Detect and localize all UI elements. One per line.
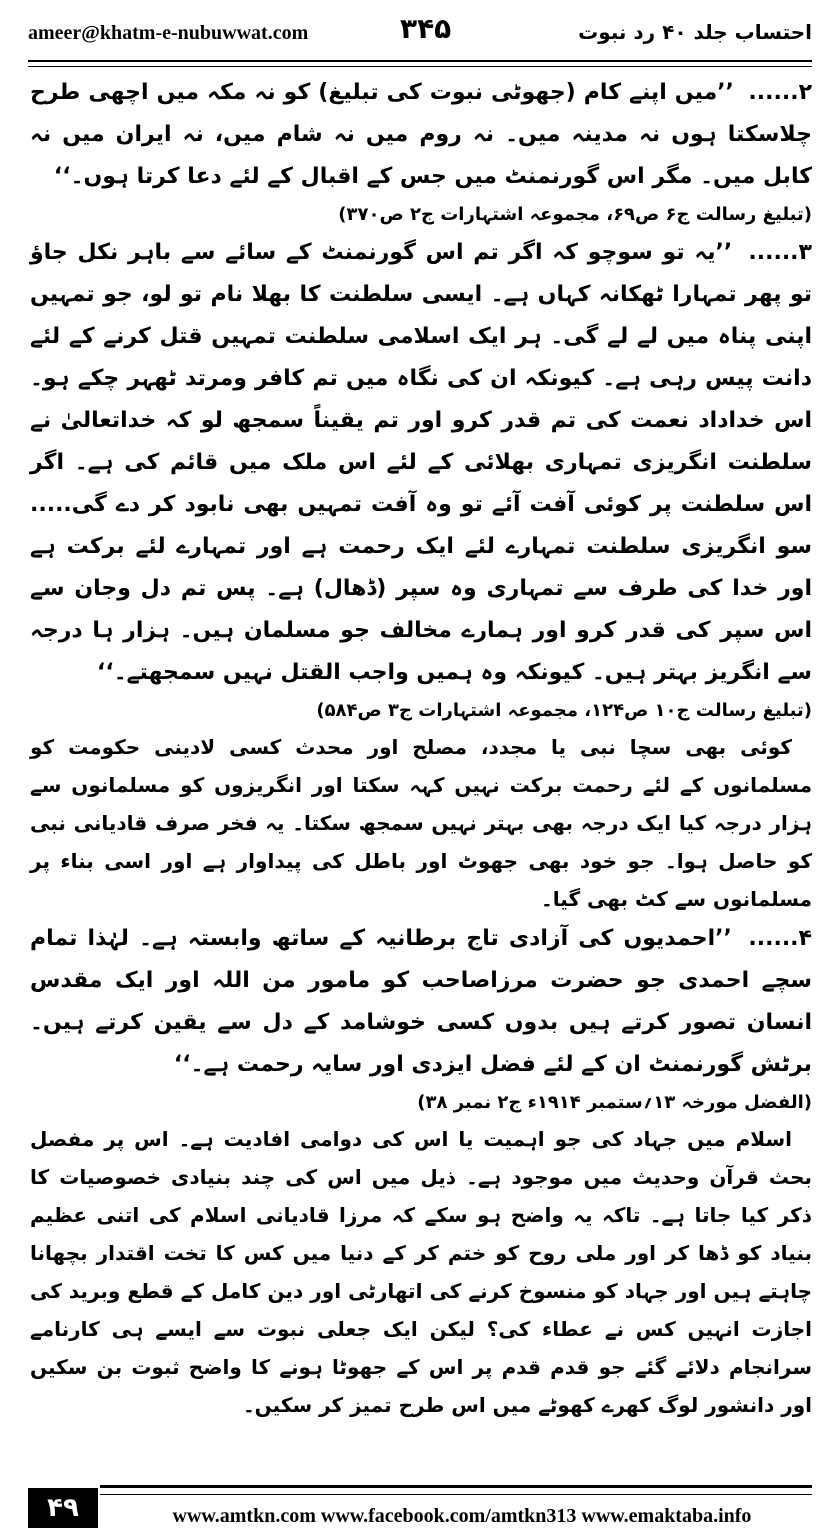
quote-4-reference: (الفضل مورخہ ۱۳؍ستمبر ۱۹۱۴ء ج۲ نمبر ۳۸) <box>417 1092 812 1113</box>
footer-rule <box>100 1485 812 1488</box>
commentary-2: اسلام میں جہاد کی جو اہمیت یا اس کی دوامی افادیت ہے۔ اس پر مفصل بحث قرآن وحدیث میں موجود ہے۔ ذیل میں اس کی چند بنیادی خصوصیات کا ذکر کیا جاتا ہے۔ تاکہ یہ واضح ہو سکے کہ مرزا قادیانی اسلام کی اتنی عظیم بنیاد کو ڈھا کر اور ملی روح کو ختم کر کے دنیا میں کس کا تخت اقتدار بچھانا چاہتے ہیں اور جہاد کو منسوخ کرنے کی اتھارٹی اور دین کامل کے قطع وبرید کی اجازت انہیں کس نے عطاء کی؟ لیکن ایک جعلی نبوت سے ایسے ہی کارنامے سرانجام دلائے گئے جو قدم قدم پر اس کے جھوٹا ہونے کا واضح ثبوت بن سکیں اور دانشور لوگ کھرے کھوٹے میں اس طرح تمیز کر سکیں۔ <box>30 1127 812 1417</box>
quote-4-text: ’’احمدیوں کی آزادی تاج برطانیہ کے ساتھ وابستہ ہے۔ لہٰذا تمام سچے احمدی جو حضرت مرزاصاحب کو مامور من اللہ اور ایک مقدس انسان تصور کرتے ہیں بدوں کسی خوشامد کے دل سے یقین کرتے ہیں۔ برٹش گورنمنٹ ان کے لئے فضل ایزدی اور سایہ رحمت ہے۔‘‘ <box>30 926 812 1077</box>
commentary-1: کوئی بھی سچا نبی یا مجدد، مصلح اور محدث کسی لادینی حکومت کو مسلمانوں کے لئے رحمت برکت نہیں کہہ سکتا اور انگریزوں کو مسلمانوں سے ہزار درجہ کیا ایک درجہ بھی بہتر نہیں سمجھ سکتا۔ یہ فخر صرف قادیانی نبی کو حاصل ہوا۔ جو خود بھی جھوٹ اور باطل کی پیداوار ہے اور اسی بناء پر مسلمانوں سے کٹ بھی گیا۔ <box>30 735 812 911</box>
quote-3 <box>30 232 812 694</box>
page-number-top: ۳۴۵ <box>400 12 452 45</box>
quote-2-number: ۲...... <box>748 80 812 105</box>
email-address: ameer@khatm-e-nubuwwat.com <box>28 22 309 44</box>
quote-2-reference: (تبلیغ رسالت ج۶ ص۶۹، مجموعہ اشتہارات ج۲ ص۳۷۰) <box>338 204 812 225</box>
page-number-bottom: ۴۹ <box>28 1488 98 1528</box>
quote-2 <box>30 72 812 198</box>
quote-4 <box>30 918 812 1086</box>
footer-rule-thin <box>100 1494 812 1495</box>
running-title: احتساب جلد ۴۰ رد نبوت <box>578 20 812 44</box>
header-rule <box>28 60 812 62</box>
quote-3-number: ۳...... <box>748 240 812 265</box>
quote-4-number: ۴...... <box>748 926 812 951</box>
page-header <box>28 8 812 56</box>
quote-3-reference: (تبلیغ رسالت ج۱۰ ص۱۲۴، مجموعہ اشتہارات ج۳ ص۵۸۴) <box>316 700 812 721</box>
quote-3-text: ’’یہ تو سوچو کہ اگر تم اس گورنمنٹ کے سائے سے باہر نکل جاؤ تو پھر تمہارا ٹھکانہ کہاں ہے۔ ایسی سلطنت کا بھلا نام تو لو، جو تمہیں اپنی پناہ میں لے لے گی۔ ہر ایک اسلامی سلطنت تمہیں قتل کرنے کے لئے دانت پیس رہی ہے۔ کیونکہ ان کی نگاہ میں تم کافر ومرتد ٹھہر چکے ہو۔ اس خداداد نعمت کی تم قدر کرو اور تم یقیناً سمجھ لو کہ خداتعالیٰ نے سلطنت انگریزی تمہاری بھلائی کے لئے اس ملک میں قائم کی ہے۔ اگر اس سلطنت پر کوئی آفت آئے تو وہ آفت تمہیں بھی نابود کر دے گی..... سو انگریزی سلطنت تمہارے لئے ایک رحمت ہے اور تمہارے لئے برکت ہے اور خدا کی طرف سے تمہاری وہ سپر (ڈھال) ہے۔ پس تم دل وجان سے اس سپر کی قدر کرو اور ہمارے مخالف جو مسلمان ہیں۔ ہزار ہا درجہ سے انگریز بہتر ہیں۔ کیونکہ وہ ہمیں واجب القتل نہیں سمجھتے۔‘‘ <box>30 240 812 685</box>
page-body <box>30 72 812 1474</box>
footer-links: www.amtkn.com www.facebook.com/amtkn313 www.emaktaba.info <box>172 1505 752 1527</box>
header-rule-thin <box>28 66 812 67</box>
quote-2-text: ’’میں اپنے کام (جھوٹی نبوت کی تبلیغ) کو نہ مکہ میں اچھی طرح چلاسکتا ہوں نہ مدینہ میں۔ نہ روم میں نہ شام میں، نہ ایران میں نہ کابل میں۔ مگر اس گورنمنٹ میں جس کے اقبال کے لئے دعا کرتا ہوں۔‘‘ <box>30 80 812 189</box>
